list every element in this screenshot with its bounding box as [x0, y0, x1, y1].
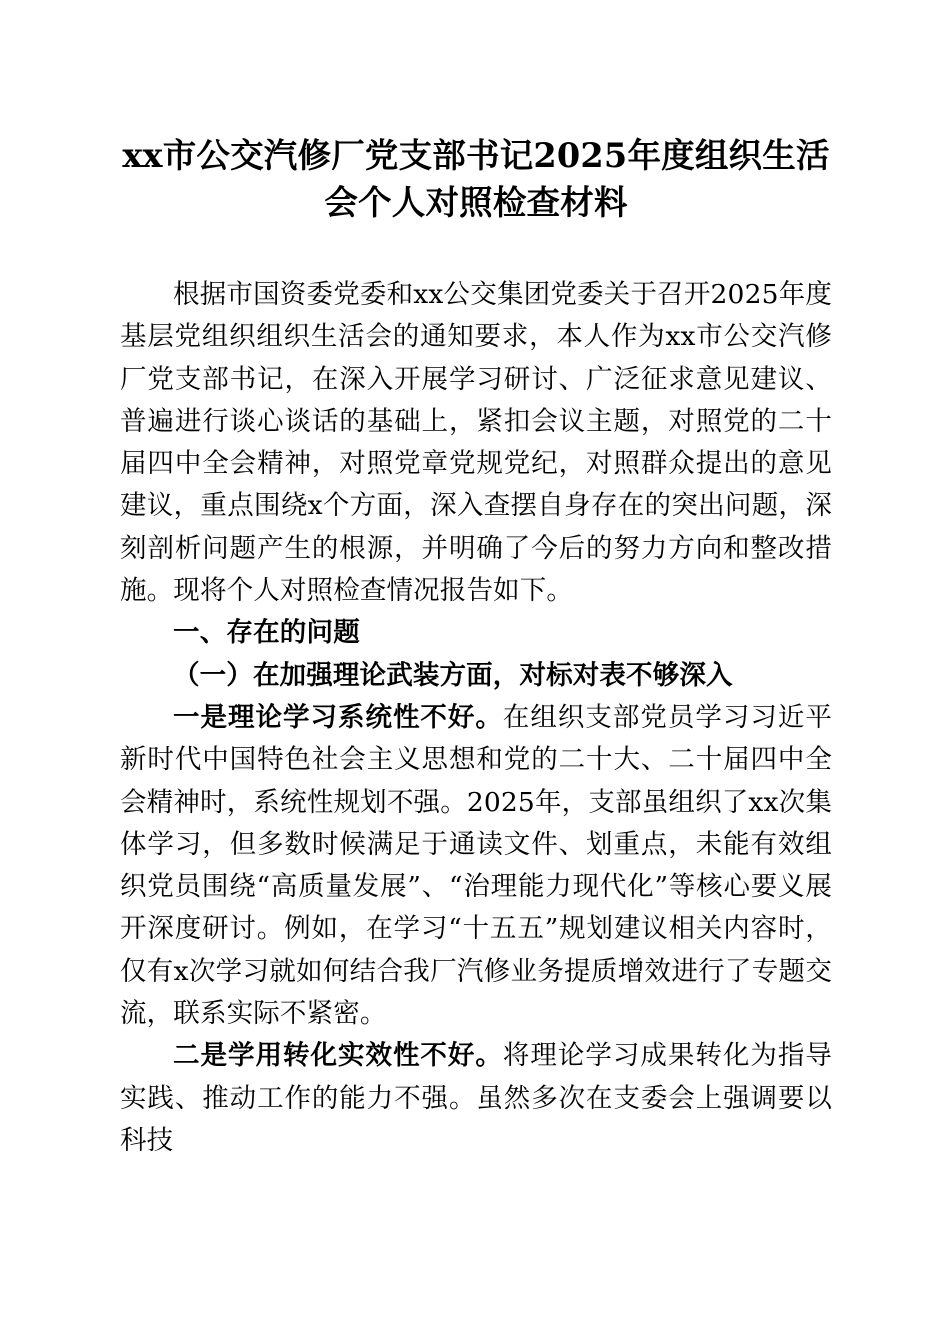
problem-point-one	[120, 697, 832, 1035]
problem-point-two	[120, 1035, 832, 1162]
problem-point-two-body: 将理论学习成果转化为指导实践、推动工作的能力不强。虽然多次在支委会上强调要以科技	[120, 1040, 832, 1156]
subsection-heading-theoretical-armament: （一）在加强理论武装方面，对标对表不够深入	[173, 659, 733, 691]
document-title: xx市公交汽修厂党支部书记2025年度组织生活会个人对照检查材料	[122, 136, 830, 222]
problem-point-one-lead: 一是理论学习系统性不好。	[173, 701, 503, 733]
document-content	[120, 0, 832, 1162]
intro-paragraph: 根据市国资委党委和xx公交集团党委关于召开2025年度基层党组织组织生活会的通知要求，本人作为xx市公交汽修厂党支部书记，在深入开展学习研讨、广泛征求意见建议、普遍进行谈心谈话的基础上，紧扣会议主题，对照党的二十届四中全会精神，对照党章党规党纪，对照群众提出的意见建议，重点围绕x个方面，深入查摆自身存在的突出问题，深刻剖析问题产生的根源，并明确了今后的努力方向和整改措施。现将个人对照检查情况报告如下。	[120, 279, 832, 607]
problem-point-two-lead: 二是学用转化实效性不好。	[173, 1040, 503, 1072]
section-heading-existing-problems: 一、存在的问题	[173, 617, 360, 649]
problem-point-one-body: 在组织支部党员学习习近平新时代中国特色社会主义思想和党的二十大、二十届四中全会精神时，系统性规划不强。2025年，支部虽组织了xx次集体学习，但多数时候满足于通读文件、划重点，未能有效组织党员围绕“高质量发展”、“治理能力现代化”等核心要义展开深度研讨。例如，在学习“十五五”规划建议相关内容时，仅有x次学习就如何结合我厂汽修业务提质增效进行了专题交流，联系实际不紧密。	[120, 701, 832, 1030]
